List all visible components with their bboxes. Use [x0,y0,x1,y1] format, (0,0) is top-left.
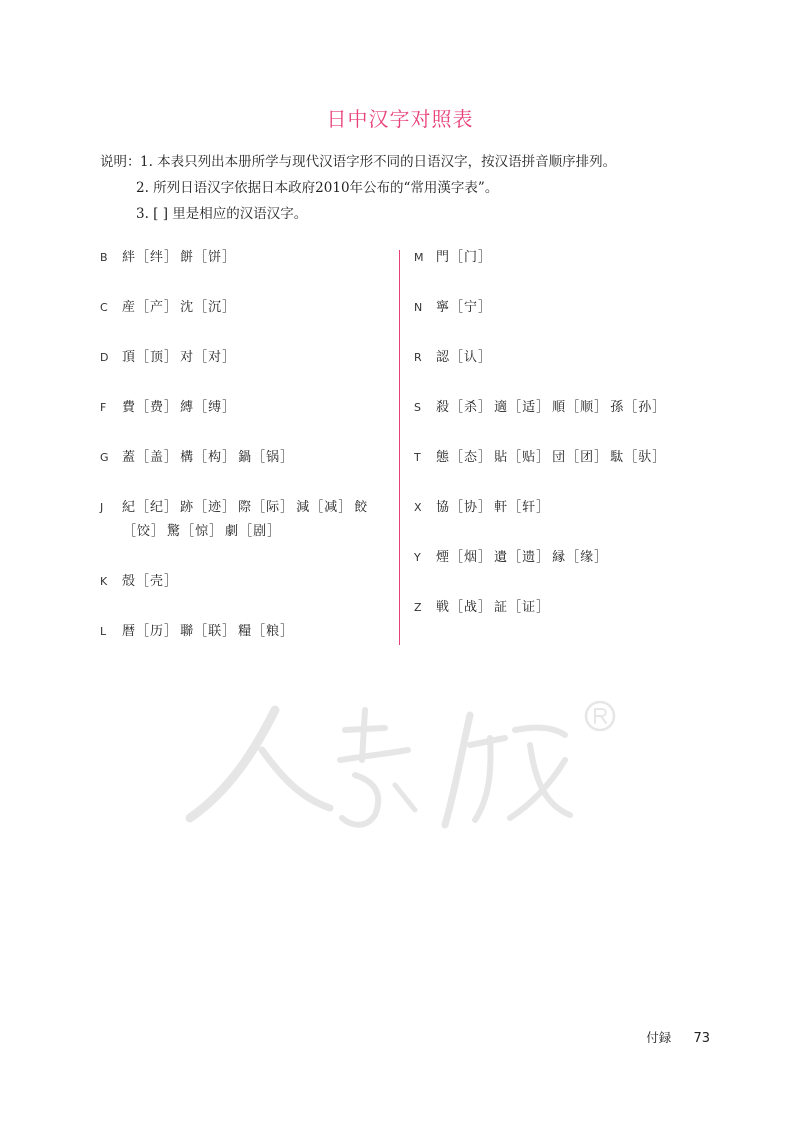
entry-x [414,496,686,520]
chinese-hanzi: 迹 [208,500,222,515]
note-item-1: 1. 本表只列出本册所学与现代汉语字形不同的日语汉字，按汉语拼音顺序排列。 [140,154,617,170]
character-pairs [436,446,686,470]
character-pair [122,250,178,265]
character-pairs [122,396,390,420]
bracket-open: ［ [194,624,208,639]
bracket-close: ］ [164,300,178,315]
entry-letter: F [100,401,107,414]
bracket-close: ］ [222,350,236,365]
japanese-kanji: 跡 [180,500,194,515]
chinese-hanzi: 遗 [522,550,536,565]
character-pairs [436,396,686,420]
character-pair [180,350,236,365]
bracket-open: ［ [508,500,522,515]
entry-letter: X [414,501,422,514]
character-pairs [436,596,686,620]
bracket-open: ［ [136,624,150,639]
bracket-close: ］ [478,500,492,515]
bracket-open: ［ [508,600,522,615]
chinese-hanzi: 构 [208,450,222,465]
chinese-hanzi: 壳 [150,574,164,589]
entry-b [100,246,390,270]
japanese-kanji: 劇 [225,524,239,539]
japanese-kanji: 糧 [238,624,252,639]
bracket-close: ］ [594,450,608,465]
bracket-open: ［ [194,450,208,465]
bracket-close: ］ [652,450,666,465]
japanese-kanji: 煙 [436,550,450,565]
japanese-kanji: 戦 [436,600,450,615]
bracket-open: ［ [194,350,208,365]
bracket-close: ］ [478,300,492,315]
chinese-hanzi: 顶 [150,350,164,365]
japanese-kanji: 頂 [122,350,136,365]
bracket-close: ］ [222,624,236,639]
bracket-close: ］ [164,624,178,639]
bracket-open: ［ [136,450,150,465]
character-pair [436,450,492,465]
entry-t [414,446,686,470]
japanese-kanji: 適 [494,400,508,415]
note-item-2: 2. 所列日语汉字依据日本政府2010年公布的“常用漢字表”。 [136,180,499,196]
bracket-close: ］ [151,524,165,539]
bracket-open: ［ [181,524,195,539]
japanese-kanji: 減 [296,500,310,515]
bracket-close: ］ [222,300,236,315]
japanese-kanji: 軒 [494,500,508,515]
bracket-open: ［ [194,250,208,265]
bracket-close: ］ [222,400,236,415]
chinese-hanzi: 宁 [464,300,478,315]
japanese-kanji: 鍋 [238,450,252,465]
character-pairs [436,296,686,320]
character-pair [494,500,550,515]
bracket-close: ］ [478,550,492,565]
character-pair [180,300,236,315]
character-pair [238,624,294,639]
bracket-open: ［ [450,550,464,565]
character-pair [436,400,492,415]
chinese-hanzi: 沉 [208,300,222,315]
character-pair [122,300,178,315]
bracket-open: ［ [310,500,324,515]
bracket-open: ［ [194,500,208,515]
chinese-hanzi: 绊 [150,250,164,265]
entry-m [414,246,686,270]
character-pair [180,500,236,515]
chinese-hanzi: 饺 [137,524,151,539]
chinese-hanzi: 产 [150,300,164,315]
bracket-close: ］ [164,400,178,415]
chinese-hanzi: 烟 [464,550,478,565]
entry-letter: M [414,251,424,264]
bracket-open: ［ [123,524,137,539]
entry-d [100,346,390,370]
note-item-3: 3. [ ] 里是相应的汉语汉字。 [136,206,308,222]
bracket-close: ］ [478,600,492,615]
japanese-kanji: 団 [552,450,566,465]
japanese-kanji: 際 [238,500,252,515]
japanese-kanji: 孫 [610,400,624,415]
bracket-close: ］ [478,250,492,265]
japanese-kanji: 証 [494,600,508,615]
bracket-open: ［ [624,450,638,465]
chinese-hanzi: 贴 [522,450,536,465]
chinese-hanzi: 联 [208,624,222,639]
chinese-hanzi: 剧 [253,524,267,539]
character-pair [610,400,666,415]
character-pairs [122,496,390,544]
japanese-kanji: 沈 [180,300,194,315]
japanese-kanji: 紀 [122,500,136,515]
entry-l [100,620,390,644]
entry-letter: T [414,451,421,464]
chinese-hanzi: 顺 [580,400,594,415]
chinese-hanzi: 历 [150,624,164,639]
japanese-kanji: 聯 [180,624,194,639]
japanese-kanji: 餅 [180,250,194,265]
japanese-kanji: 貼 [494,450,508,465]
character-pair [122,574,178,589]
entry-n [414,296,686,320]
bracket-open: ［ [508,400,522,415]
bracket-close: ］ [594,400,608,415]
bracket-close: ］ [222,250,236,265]
entry-f [100,396,390,420]
chinese-hanzi: 杀 [464,400,478,415]
chinese-hanzi: 饼 [208,250,222,265]
entry-letter: C [100,301,108,314]
japanese-kanji: 寧 [436,300,450,315]
bracket-close: ］ [222,500,236,515]
character-pairs [436,546,686,570]
japanese-kanji: 産 [122,300,136,315]
japanese-kanji: 順 [552,400,566,415]
bracket-close: ］ [164,350,178,365]
character-pair [552,400,608,415]
bracket-close: ］ [536,500,550,515]
japanese-kanji: 殻 [122,574,136,589]
chinese-hanzi: 轩 [522,500,536,515]
bracket-open: ［ [450,300,464,315]
character-pair [180,250,236,265]
character-pairs [436,496,686,520]
entry-r [414,346,686,370]
character-pair [225,524,281,539]
character-pairs [436,346,686,370]
chinese-hanzi: 减 [324,500,338,515]
character-pair [122,400,178,415]
bracket-close: ］ [164,574,178,589]
chinese-hanzi: 粮 [266,624,280,639]
japanese-kanji: 駄 [610,450,624,465]
chinese-hanzi: 孙 [638,400,652,415]
chinese-hanzi: 适 [522,400,536,415]
character-pair [238,500,294,515]
entry-letter: S [414,401,421,414]
chinese-hanzi: 门 [464,250,478,265]
character-pair [122,350,178,365]
bracket-open: ［ [566,400,580,415]
character-pairs [122,570,390,594]
chinese-hanzi: 惊 [195,524,209,539]
bracket-close: ］ [280,450,294,465]
chinese-hanzi: 盖 [150,450,164,465]
bracket-open: ［ [194,400,208,415]
bracket-open: ［ [136,574,150,589]
notes-heading: 说明： [100,154,141,170]
bracket-close: ］ [536,550,550,565]
character-pair [436,500,492,515]
bracket-open: ［ [450,500,464,515]
bracket-close: ］ [164,450,178,465]
bracket-open: ［ [136,350,150,365]
character-pair [122,500,178,515]
entry-s [414,396,686,420]
entry-letter: N [414,301,423,314]
character-pair [122,624,178,639]
bracket-open: ［ [508,450,522,465]
column-divider [399,250,400,645]
japanese-kanji: 殺 [436,400,450,415]
bracket-open: ［ [624,400,638,415]
bracket-open: ［ [136,400,150,415]
bracket-close: ］ [222,450,236,465]
bracket-close: ］ [209,524,223,539]
chinese-hanzi: 费 [150,400,164,415]
japanese-kanji: 遺 [494,550,508,565]
japanese-kanji: 餃 [354,500,368,515]
bracket-close: ］ [478,450,492,465]
japanese-kanji: 縛 [180,400,194,415]
character-pair [436,600,492,615]
chinese-hanzi: 态 [464,450,478,465]
japanese-kanji: 縁 [552,550,566,565]
character-pair [180,624,236,639]
chinese-hanzi: 缘 [580,550,594,565]
bracket-open: ［ [136,250,150,265]
entry-letter: G [100,451,109,464]
chinese-hanzi: 认 [464,350,478,365]
bracket-close: ］ [267,524,281,539]
entry-y [414,546,686,570]
character-pair [436,250,492,265]
bracket-close: ］ [478,400,492,415]
bracket-close: ］ [280,500,294,515]
japanese-kanji: 構 [180,450,194,465]
chinese-hanzi: 证 [522,600,536,615]
entry-j [100,496,390,544]
entry-c [100,296,390,320]
bracket-close: ］ [536,600,550,615]
character-pair [180,450,236,465]
character-pair [180,400,236,415]
entry-letter: J [100,501,104,514]
character-pair [122,450,178,465]
bracket-close: ］ [164,500,178,515]
character-pairs [122,346,390,370]
chinese-hanzi: 缚 [208,400,222,415]
chinese-hanzi: 协 [464,500,478,515]
entry-letter: R [414,351,422,364]
bracket-close: ］ [652,400,666,415]
chinese-hanzi: 纪 [150,500,164,515]
bracket-close: ］ [594,550,608,565]
character-pairs [122,296,390,320]
bracket-open: ［ [450,450,464,465]
bracket-open: ［ [136,300,150,315]
entry-letter: L [100,625,107,638]
japanese-kanji: 絆 [122,250,136,265]
character-pair [494,400,550,415]
character-pair [552,450,608,465]
entry-letter: K [100,575,108,588]
bracket-close: ］ [338,500,352,515]
bracket-open: ［ [239,524,253,539]
character-pairs [436,246,686,270]
chinese-hanzi: 锅 [266,450,280,465]
character-pair [494,600,550,615]
bracket-close: ］ [164,250,178,265]
bracket-open: ［ [252,624,266,639]
bracket-close: ］ [478,350,492,365]
bracket-open: ［ [194,300,208,315]
bracket-open: ［ [508,550,522,565]
character-pair [296,500,352,515]
bracket-open: ［ [566,550,580,565]
page-number: 73 [693,1031,710,1046]
bracket-open: ［ [566,450,580,465]
bracket-open: ［ [450,250,464,265]
page-title: 日中汉字对照表 [326,107,474,131]
chinese-hanzi: 对 [208,350,222,365]
bracket-close: ］ [536,400,550,415]
entry-letter: Z [414,601,422,614]
bracket-close: ］ [280,624,294,639]
character-pairs [122,620,390,644]
entry-g [100,446,390,470]
character-pair [167,524,223,539]
japanese-kanji: 費 [122,400,136,415]
character-pair [494,450,550,465]
character-pair [436,550,492,565]
japanese-kanji: 門 [436,250,450,265]
chinese-hanzi: 战 [464,600,478,615]
japanese-kanji: 認 [436,350,450,365]
character-pair [610,450,666,465]
character-pair [494,550,550,565]
japanese-kanji: 蓋 [122,450,136,465]
japanese-kanji: 对 [180,350,194,365]
character-pairs [122,446,390,470]
bracket-open: ［ [450,400,464,415]
japanese-kanji: 驚 [167,524,181,539]
bracket-open: ［ [450,600,464,615]
character-pair [552,550,608,565]
chinese-hanzi: 驮 [638,450,652,465]
bracket-open: ［ [252,450,266,465]
page-footer [646,1028,710,1046]
entry-z [414,596,686,620]
japanese-kanji: 暦 [122,624,136,639]
chinese-hanzi: 团 [580,450,594,465]
chinese-hanzi: 际 [266,500,280,515]
entry-letter: D [100,351,109,364]
bracket-open: ［ [136,500,150,515]
section-label: 付録 [646,1030,672,1045]
character-pair [436,300,492,315]
entry-letter: B [100,251,108,264]
entry-letter: Y [414,551,421,564]
bracket-close: ］ [536,450,550,465]
japanese-kanji: 協 [436,500,450,515]
japanese-kanji: 態 [436,450,450,465]
entry-k [100,570,390,594]
character-pairs [122,246,390,270]
publisher-watermark-logo [170,690,630,840]
bracket-open: ［ [450,350,464,365]
character-pair [436,350,492,365]
bracket-open: ［ [252,500,266,515]
character-pair [238,450,294,465]
